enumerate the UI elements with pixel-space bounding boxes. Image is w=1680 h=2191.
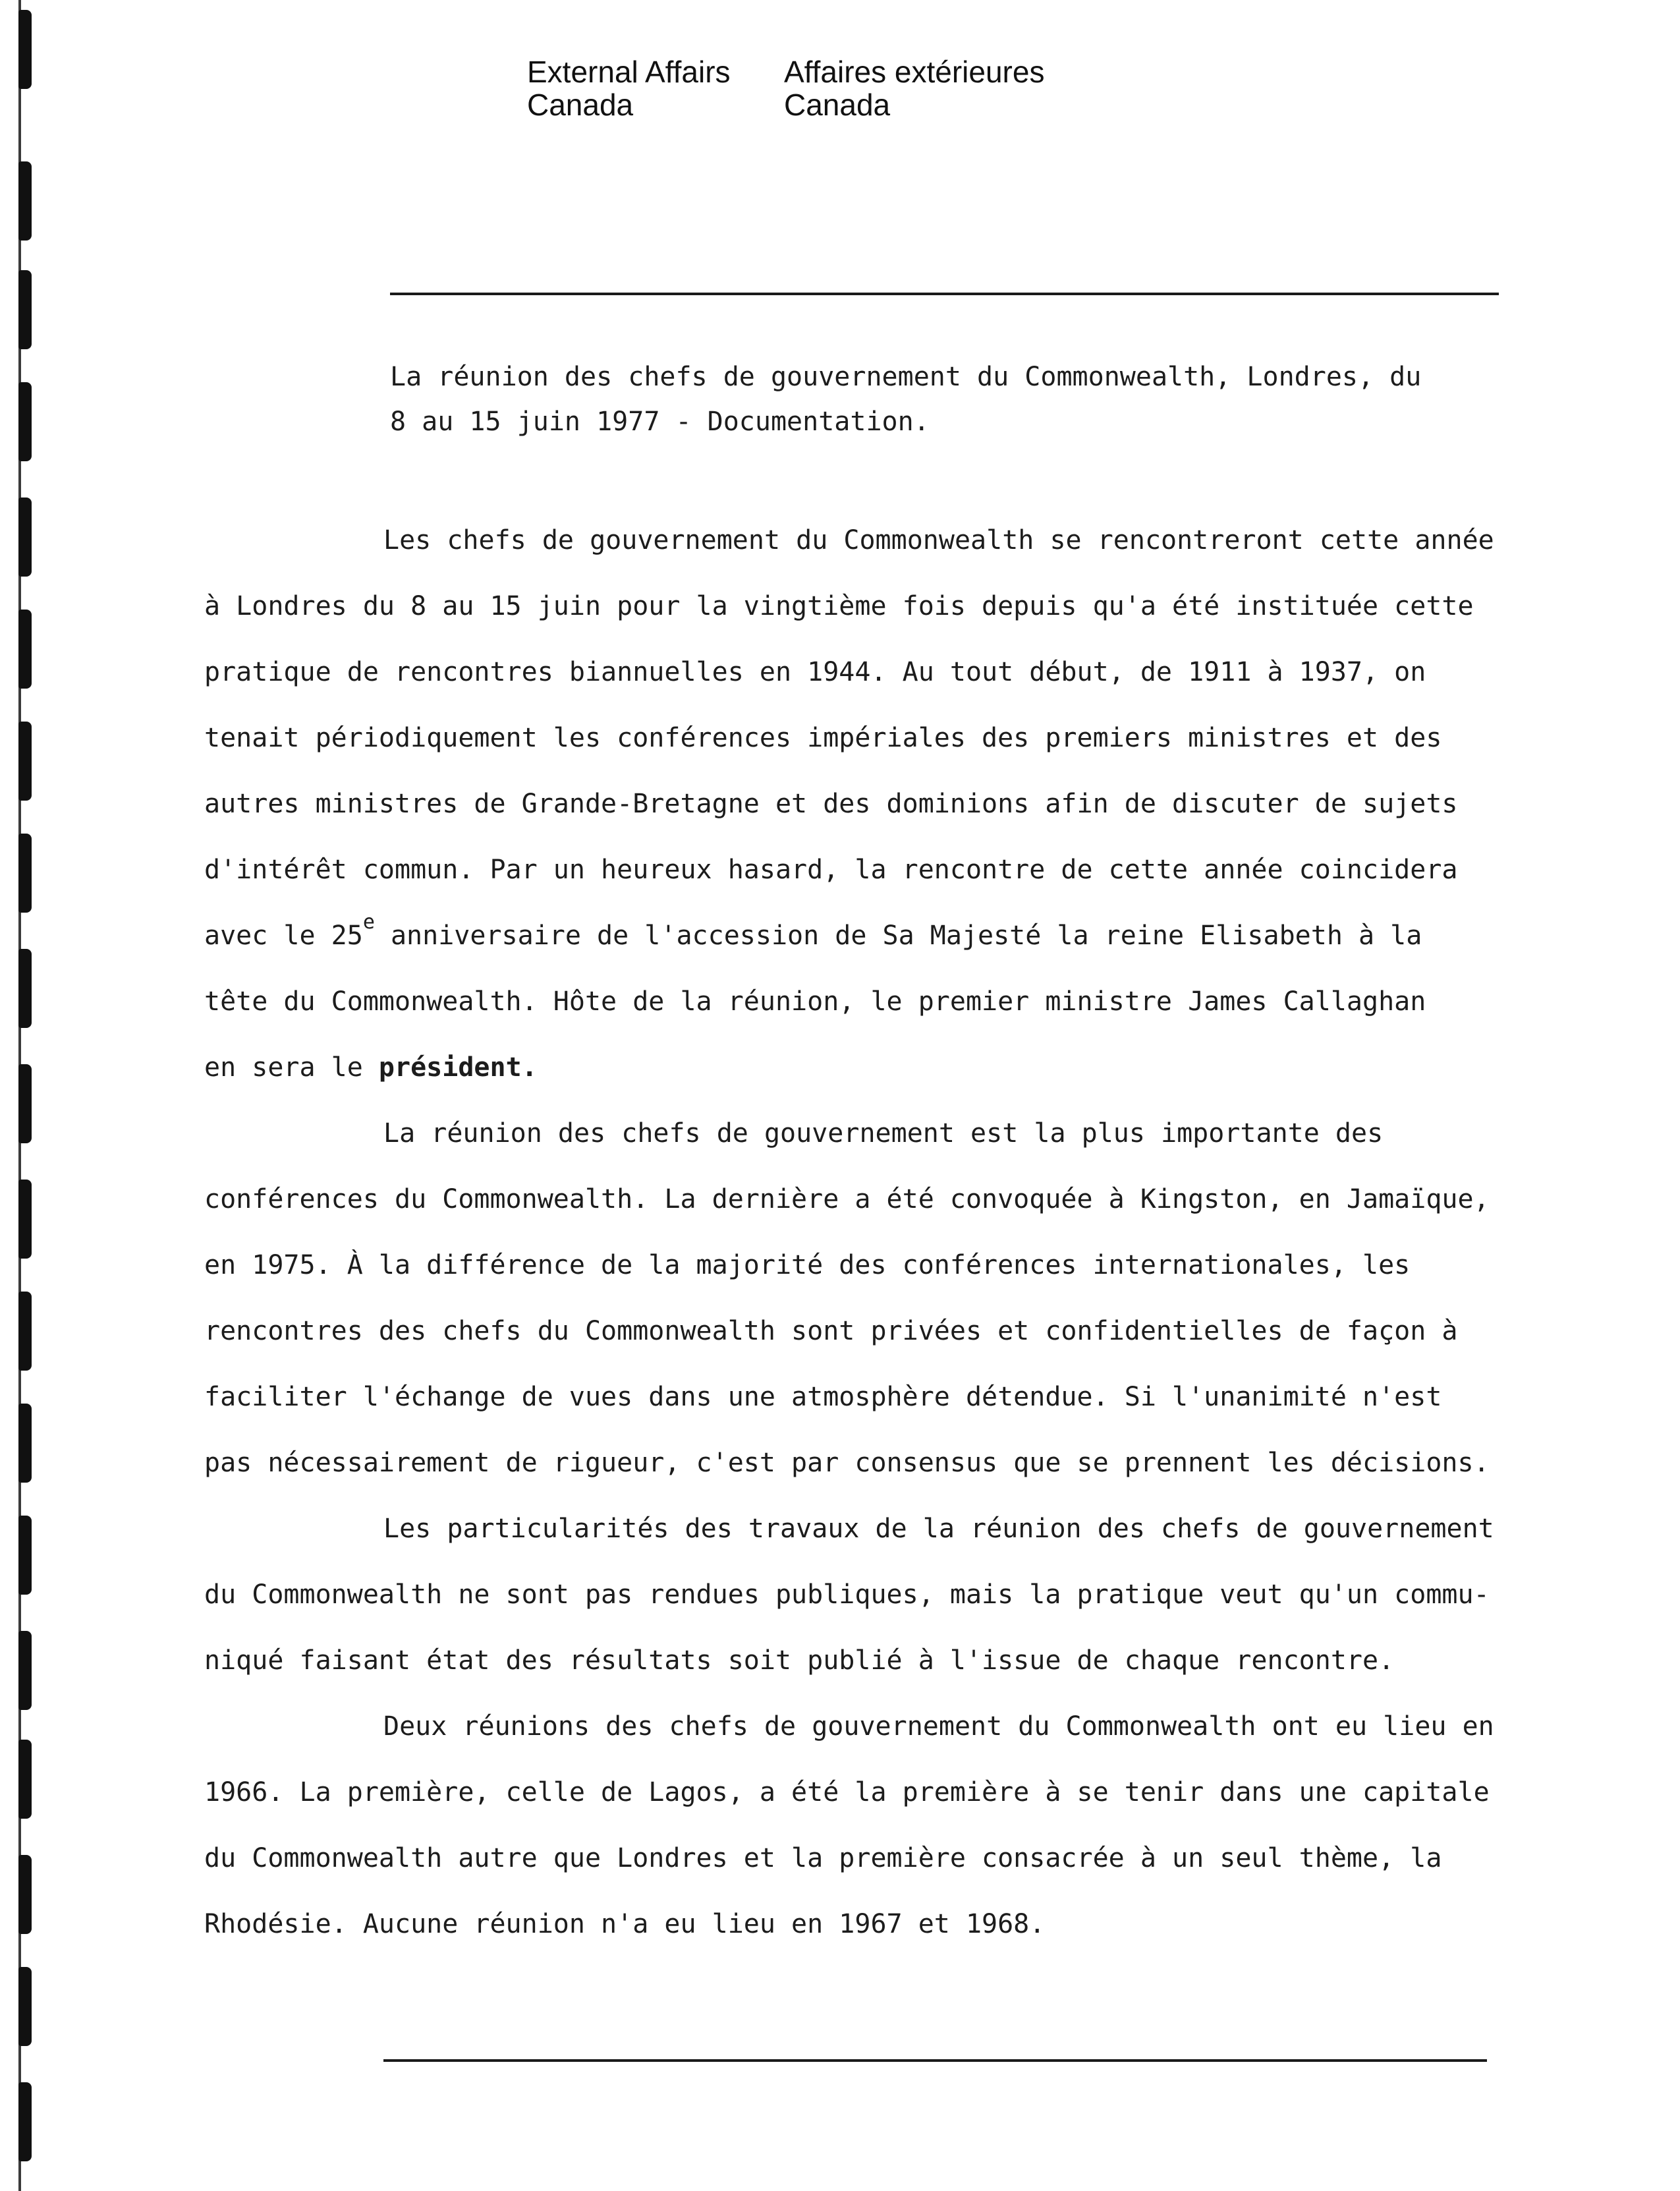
binding-mark <box>18 1404 32 1483</box>
text-fragment: avec le 25 <box>204 921 363 951</box>
binding-mark <box>18 1631 32 1710</box>
binding-mark <box>18 610 32 689</box>
text-line: autres ministres de Grande-Bretagne et des dominions afin de discuter de sujets <box>204 789 1458 819</box>
document-body <box>204 507 1561 1957</box>
text-line <box>204 903 1561 969</box>
letterhead-english-line1: External Affairs <box>527 55 731 89</box>
binding-mark <box>18 161 32 241</box>
binding-mark <box>18 1967 32 2046</box>
text-line: du Commonwealth ne sont pas rendues publiques, mais la pratique veut qu'un commu- <box>204 1579 1490 1610</box>
binding-mark <box>18 722 32 801</box>
text-line: Deux réunions des chefs de gouvernement du Commonwealth ont eu lieu en <box>383 1711 1494 1742</box>
text-line: niqué faisant état des résultats soit publié à l'issue de chaque rencontre. <box>204 1645 1395 1676</box>
footer-rule <box>383 2059 1487 2062</box>
subject-heading <box>390 355 1510 444</box>
binding-mark <box>18 1516 32 1595</box>
text-line: La réunion des chefs de gouvernement est la plus importante des <box>383 1118 1384 1149</box>
binding-mark <box>18 949 32 1028</box>
text-line: Rhodésie. Aucune réunion n'a eu lieu en 1967 et 1968. <box>204 1909 1046 1939</box>
paragraph-1 <box>204 507 1561 1100</box>
text-line: pas nécessairement de rigueur, c'est par consensus que se prennent les décisions. <box>204 1448 1490 1478</box>
binding-mark <box>18 2082 32 2161</box>
text-line: du Commonwealth autre que Londres et la première consacrée à un seul thème, la <box>204 1843 1442 1873</box>
text-fragment: anniversaire de l'accession de Sa Majesté la reine Elisabeth à la <box>374 921 1422 951</box>
letterhead-french-line2: Canada <box>784 88 891 122</box>
paragraph-2 <box>204 1100 1561 1496</box>
paragraph-4 <box>204 1693 1561 1957</box>
binding-mark <box>18 1064 32 1143</box>
binding-mark <box>18 1855 32 1934</box>
binding-mark <box>18 1292 32 1371</box>
text-line: Les particularités des travaux de la réunion des chefs de gouvernement <box>383 1514 1494 1544</box>
superscript: e <box>362 911 375 934</box>
letterhead-french <box>784 55 1044 121</box>
text-line: à Londres du 8 au 15 juin pour la vingtième fois depuis qu'a été instituée cette <box>204 591 1474 621</box>
letterhead-english-line2: Canada <box>527 88 634 122</box>
text-line: tête du Commonwealth. Hôte de la réunion, le premier ministre James Callaghan <box>204 986 1426 1017</box>
text-line: pratique de rencontres biannuelles en 1944. Au tout début, de 1911 à 1937, on <box>204 657 1426 687</box>
binding-mark <box>18 382 32 461</box>
text-line: tenait périodiquement les conférences impériales des premiers ministres et des <box>204 723 1442 753</box>
letterhead-french-line1: Affaires extérieures <box>784 55 1045 89</box>
text-line: Les chefs de gouvernement du Commonwealth se rencontreront cette année <box>383 525 1494 555</box>
letterhead-english <box>527 55 731 121</box>
binding-mark <box>18 10 32 89</box>
text-line: d'intérêt commun. Par un heureux hasard, la rencontre de cette année coincidera <box>204 855 1458 885</box>
paragraph-3 <box>204 1496 1561 1693</box>
bold-text: président. <box>378 1052 538 1083</box>
text-line: 1966. La première, celle de Lagos, a été la première à se tenir dans une capitale <box>204 1777 1490 1807</box>
binding-mark <box>18 1180 32 1259</box>
binding-mark <box>18 270 32 349</box>
text-line: faciliter l'échange de vues dans une atmosphère détendue. Si l'unanimité n'est <box>204 1382 1442 1412</box>
header-rule <box>390 293 1499 295</box>
text-line: rencontres des chefs du Commonwealth sont privées et confidentielles de façon à <box>204 1316 1458 1346</box>
binding-edge <box>18 0 38 2191</box>
text-fragment: en sera le <box>204 1052 379 1083</box>
subject-line: 8 au 15 juin 1977 - Documentation. <box>390 407 930 437</box>
binding-mark <box>18 834 32 913</box>
binding-mark <box>18 1740 32 1819</box>
text-line: en 1975. À la différence de la majorité des conférences internationales, les <box>204 1250 1411 1280</box>
binding-mark <box>18 498 32 577</box>
subject-line: La réunion des chefs de gouvernement du Commonwealth, Londres, du <box>390 362 1422 392</box>
text-line <box>204 1035 1561 1100</box>
text-line: conférences du Commonwealth. La dernière a été convoquée à Kingston, en Jamaïque, <box>204 1184 1490 1214</box>
